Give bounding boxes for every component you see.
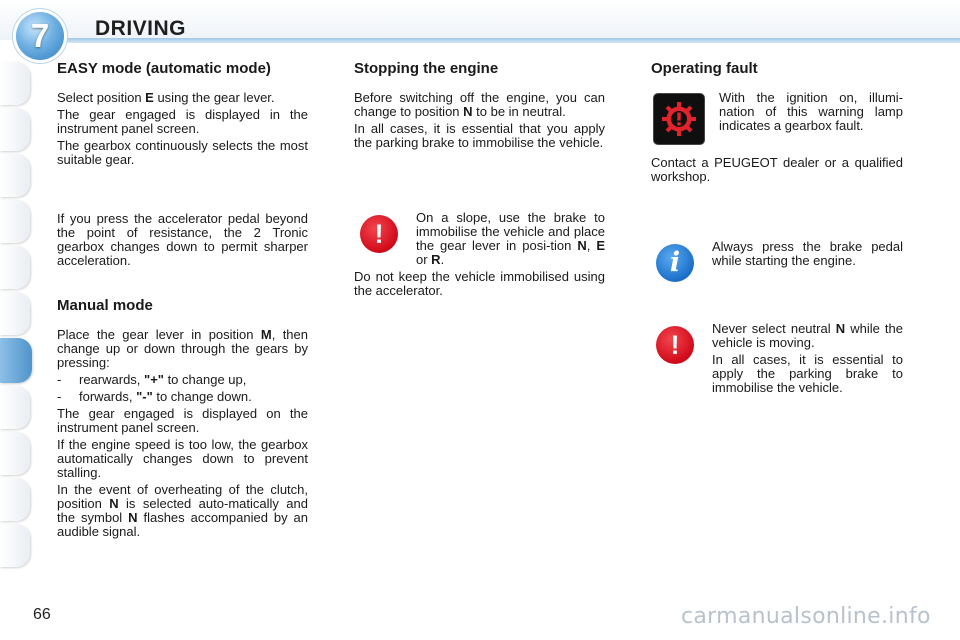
info-icon: i [656,244,694,282]
column-middle [354,60,605,301]
chapter-tab[interactable] [0,386,30,429]
manual-mode-para-1: Place the gear lever in position M, then change up or down through the gears by pressing: [57,327,308,370]
header-rule [62,38,960,43]
brake-info-text: Always press the brake pedal while starting the engine. [712,239,903,268]
chapter-tab[interactable] [0,432,30,475]
chapter-number-badge [16,12,64,60]
chapter-tab[interactable] [0,154,30,197]
easy-mode-para-2: The gear engaged is displayed in the instrument panel screen. [57,107,308,136]
stopping-para-3: Do not keep the vehicle immobilised using the accelerator. [354,269,605,298]
chapter-tab[interactable] [0,524,30,567]
neutral-warning [651,322,903,398]
chapter-tab[interactable] [0,200,30,243]
column-left [57,60,308,542]
fault-lamp-block [651,91,903,144]
chapter-tab-active[interactable] [0,338,32,383]
fault-para-1: With the ignition on, illumi-nation of this warning lamp indicates a gearbox fault. [719,90,903,133]
page-number: 66 [33,606,51,623]
brake-info [651,240,903,282]
slope-warning-text: On a slope, use the brake to immobilise the vehicle and place the gear lever in posi-tion N, E or R. [416,210,605,267]
list-item: - forwards, "-" to change down. [57,389,252,404]
stopping-para-2: In all cases, it is essential that you apply the parking brake to immobilise the vehicle. [354,121,605,150]
stopping-heading: Stopping the engine [354,60,499,77]
chapter-tab[interactable] [0,108,30,151]
fault-heading: Operating fault [651,60,758,77]
chapter-title: DRIVING [95,17,187,40]
easy-mode-para-4: If you press the accelerator pedal beyond the point of resistance, the 2 Tronic gearbox changes down to permit sharper acceleration. [57,211,308,268]
column-right [651,60,903,398]
easy-mode-heading: EASY mode (automatic mode) [57,60,271,77]
fault-para-2: Contact a PEUGEOT dealer or a qualified workshop. [651,155,903,184]
easy-mode-para-1: Select position E using the gear lever. [57,90,275,105]
chapter-tab[interactable] [0,478,30,521]
stopping-para-1: Before switching off the engine, you can change to position N to be in neutral. [354,90,605,119]
slope-warning [354,211,605,270]
exclamation-icon: ! [656,326,694,364]
manual-mode-para-4: In the event of overheating of the clutch, position N is selected auto-matically and the symbol N flashes accompanied by an audible signal. [57,482,308,539]
chapter-tab[interactable] [0,292,30,335]
exclamation-icon: ! [360,215,398,253]
watermark: carmanualsonline.info [681,604,931,629]
neutral-warning-text-1: Never select neutral N while the vehicle is moving. [712,321,903,350]
list-item: - rearwards, "+" to change up, [57,372,247,387]
manual-mode-para-2: The gear engaged is displayed on the instrument panel screen. [57,406,308,435]
manual-mode-heading: Manual mode [57,297,153,314]
chapter-number: 7 [30,17,50,54]
chapter-tabs [0,62,34,570]
easy-mode-para-3: The gearbox continuously selects the most suitable gear. [57,138,308,167]
gearbox-fault-warning-lamp-icon [654,94,704,144]
manual-mode-para-3: If the engine speed is too low, the gearbox automatically changes down to prevent stalling. [57,437,308,480]
chapter-tab[interactable] [0,62,30,105]
chapter-tab[interactable] [0,246,30,289]
neutral-warning-text-2: In all cases, it is essential to apply the parking brake to immobilise the vehicle. [712,352,903,395]
